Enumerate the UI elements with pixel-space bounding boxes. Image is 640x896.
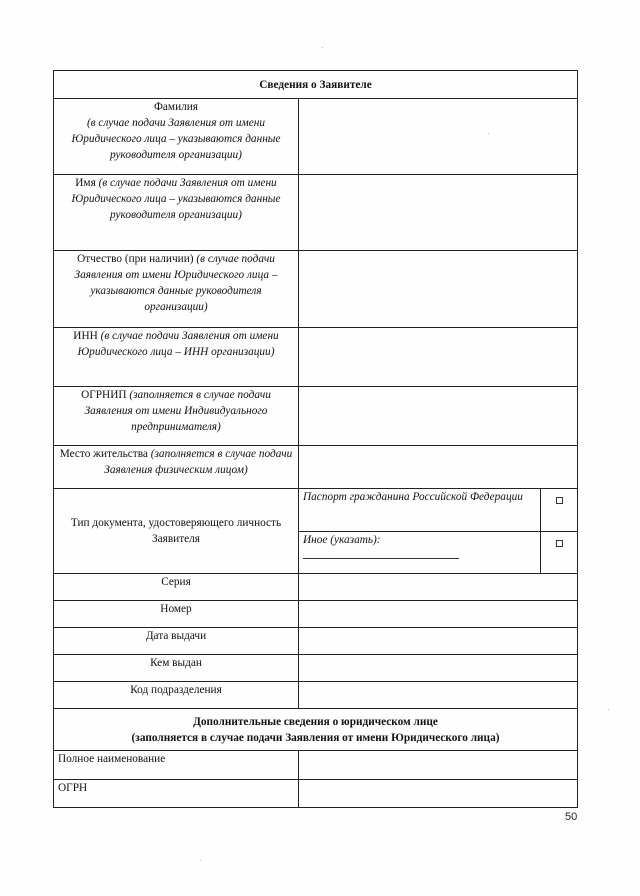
legal-section-title-line2: (заполняется в случае подачи Заявления от имени Юридического лица) bbox=[131, 731, 500, 744]
series-label: Серия bbox=[54, 574, 299, 601]
inn-note: (в случае подачи Заявления от имени Юридического лица – ИНН организации) bbox=[77, 330, 279, 358]
issue-date-label: Дата выдачи bbox=[54, 628, 299, 655]
inn-label: ИНН bbox=[73, 330, 98, 342]
patronymic-label: Отчество (при наличии) bbox=[77, 253, 194, 265]
number-label: Номер bbox=[54, 601, 299, 628]
name-label-cell bbox=[54, 175, 299, 251]
doc-option-other-checkbox[interactable] bbox=[541, 532, 578, 574]
doc-option-passport-label: Паспорт гражданина Российской Федерации bbox=[299, 489, 541, 532]
residence-note: (заполняется в случае подачи Заявления физическим лицом) bbox=[104, 448, 293, 476]
legal-section-title bbox=[54, 709, 578, 751]
ogrn-label: ОГРН bbox=[54, 780, 299, 808]
doc-option-other-input[interactable] bbox=[303, 548, 459, 559]
full-name-input[interactable] bbox=[299, 751, 578, 780]
name-note: (в случае подачи Заявления от имени Юридического лица – указываются данные руководителя организации) bbox=[71, 177, 281, 221]
patronymic-label-cell bbox=[54, 251, 299, 328]
ogrn-input[interactable] bbox=[299, 780, 578, 808]
inn-label-cell bbox=[54, 328, 299, 387]
residence-label-cell bbox=[54, 446, 299, 489]
applicant-info-table bbox=[53, 70, 578, 808]
series-input[interactable] bbox=[299, 574, 578, 601]
checkbox-icon[interactable] bbox=[556, 497, 563, 504]
patronymic-note: (в случае подачи Заявления от имени Юридического лица – указываются данные руководителя организации) bbox=[74, 253, 278, 313]
surname-note: (в случае подачи Заявления от имени Юридического лица – указываются данные руководителя организации) bbox=[71, 117, 281, 161]
surname-input[interactable] bbox=[299, 99, 578, 175]
residence-label: Место жительства bbox=[59, 448, 148, 460]
legal-section-title-line1: Дополнительные сведения о юридическом лице bbox=[193, 715, 438, 728]
name-input[interactable] bbox=[299, 175, 578, 251]
surname-label: Фамилия bbox=[153, 101, 198, 113]
full-name-label: Полное наименование bbox=[54, 751, 299, 780]
ogrnip-label-cell bbox=[54, 387, 299, 446]
division-code-input[interactable] bbox=[299, 682, 578, 709]
issue-date-input[interactable] bbox=[299, 628, 578, 655]
ogrnip-note: (заполняется в случае подачи Заявления от имени Индивидуального предпринимателя) bbox=[84, 389, 271, 433]
doc-type-label: Тип документа, удостоверяющего личность Заявителя bbox=[54, 489, 299, 574]
division-code-label: Код подразделения bbox=[54, 682, 299, 709]
issued-by-input[interactable] bbox=[299, 655, 578, 682]
inn-input[interactable] bbox=[299, 328, 578, 387]
doc-option-passport-checkbox[interactable] bbox=[541, 489, 578, 532]
residence-input[interactable] bbox=[299, 446, 578, 489]
surname-label-cell bbox=[54, 99, 299, 175]
name-label: Имя bbox=[75, 177, 96, 189]
section-title: Сведения о Заявителе bbox=[54, 71, 578, 99]
page-number: 50 bbox=[565, 811, 578, 823]
ogrnip-input[interactable] bbox=[299, 387, 578, 446]
doc-option-other-cell bbox=[299, 532, 541, 574]
ogrnip-label: ОГРНИП bbox=[81, 389, 127, 401]
checkbox-icon[interactable] bbox=[556, 540, 563, 547]
doc-option-other-label: Иное (указать): bbox=[303, 534, 381, 546]
issued-by-label: Кем выдан bbox=[54, 655, 299, 682]
number-input[interactable] bbox=[299, 601, 578, 628]
patronymic-input[interactable] bbox=[299, 251, 578, 328]
